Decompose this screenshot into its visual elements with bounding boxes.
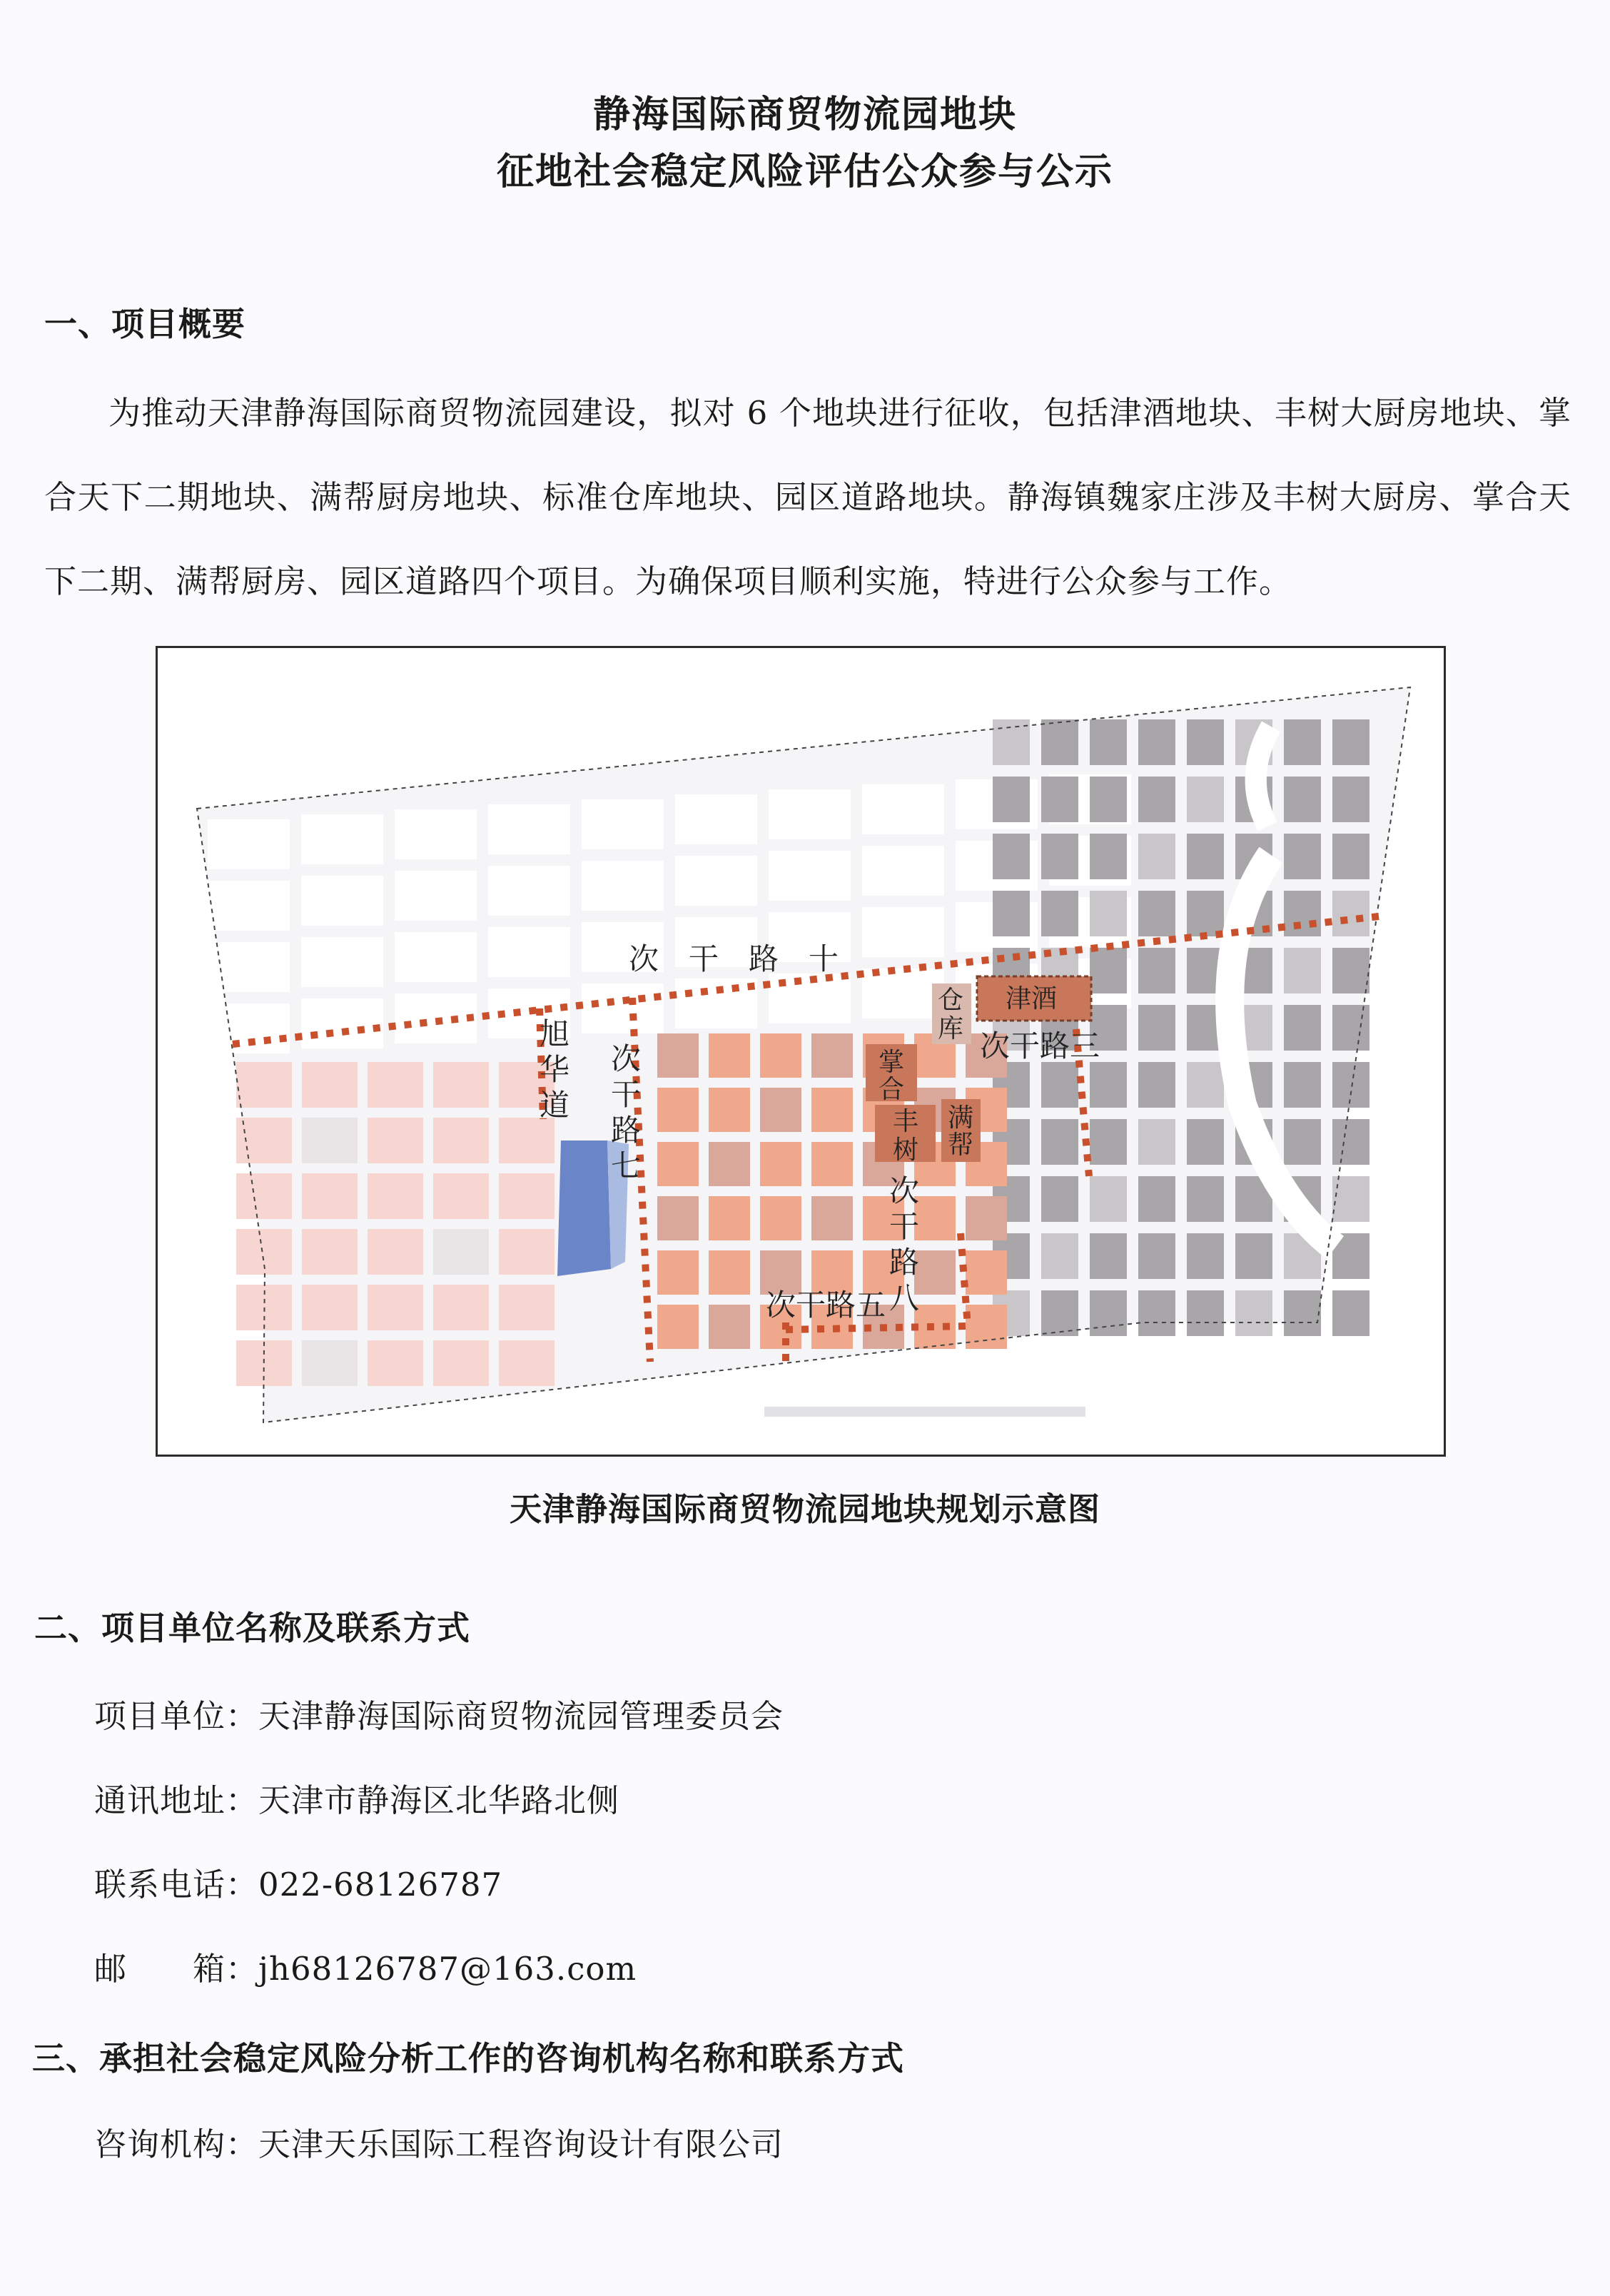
contact-label: 通讯地址： bbox=[94, 1781, 259, 1819]
pink-block bbox=[368, 1118, 423, 1163]
planning-map bbox=[156, 646, 1446, 1457]
road8-label-char: 干 bbox=[889, 1209, 920, 1244]
grey-block bbox=[1090, 1119, 1127, 1165]
grey-block bbox=[1187, 1062, 1224, 1108]
grey-block bbox=[1187, 834, 1224, 879]
white-block bbox=[675, 856, 757, 906]
grey-block bbox=[993, 777, 1030, 822]
grey-block bbox=[1332, 1176, 1369, 1222]
contact-value: 天津静海国际商贸物流园管理委员会 bbox=[258, 1697, 784, 1735]
cangku-label-char: 库 bbox=[938, 1014, 964, 1043]
contact-row bbox=[94, 1690, 784, 1736]
road-8-label bbox=[889, 1173, 919, 1315]
grey-block bbox=[1332, 1290, 1369, 1336]
contact-row bbox=[94, 1774, 619, 1821]
xuhua-road-label bbox=[540, 1016, 569, 1123]
pink-block bbox=[368, 1340, 423, 1386]
orange-block bbox=[966, 1250, 1007, 1295]
contact-label: 联系电话： bbox=[94, 1866, 259, 1903]
contact-row bbox=[94, 1858, 502, 1905]
pink-block bbox=[499, 1340, 555, 1386]
grey-block bbox=[1041, 1119, 1078, 1165]
pink-block bbox=[433, 1173, 489, 1219]
grey-block bbox=[1090, 834, 1127, 879]
contact-value: jh68126787@163.com bbox=[258, 1950, 637, 1988]
pink-block bbox=[499, 1285, 555, 1330]
grey-block bbox=[1284, 1005, 1321, 1051]
section1-paragraph: 为推动天津静海国际商贸物流园建设，拟对 6 个地块进行征收，包括津酒地块、丰树大厨房地块、掌合天下二期地块、满帮厨房地块、标准仓库地块、园区道路地块。静海镇魏家庄涉及丰树大厨房、掌合天下二期、满帮厨房、园区道路四个项目。为确保项目顺利实施，特进行公众参与工作。 bbox=[44, 394, 1571, 600]
grey-block bbox=[1187, 1176, 1224, 1222]
pink-block bbox=[236, 1118, 292, 1163]
orange-block bbox=[709, 1142, 750, 1186]
grey-block bbox=[1041, 1176, 1078, 1222]
white-block bbox=[488, 804, 570, 854]
grey-block bbox=[1284, 1290, 1321, 1336]
pink-block bbox=[433, 1340, 489, 1386]
orange-block bbox=[811, 1033, 853, 1078]
orange-block bbox=[966, 1305, 1007, 1349]
manbang-label-char: 满 bbox=[948, 1103, 974, 1133]
grey-block bbox=[1332, 891, 1369, 936]
road-10-label: 次 干 路 十 bbox=[629, 941, 839, 976]
pink-block bbox=[368, 1229, 423, 1275]
orange-block bbox=[811, 1142, 853, 1186]
fengshu-label-char: 树 bbox=[893, 1136, 919, 1165]
grey-block bbox=[1138, 948, 1175, 993]
orange-block bbox=[657, 1250, 699, 1295]
manbang-label-char: 帮 bbox=[948, 1131, 974, 1160]
pink-block bbox=[368, 1062, 423, 1108]
road-7-label bbox=[611, 1041, 641, 1183]
white-block bbox=[208, 819, 290, 869]
contact-value: 022-68126787 bbox=[258, 1866, 503, 1903]
plot-cangku-label bbox=[938, 986, 963, 1043]
grey-block bbox=[1284, 1119, 1321, 1165]
orange-block bbox=[966, 1196, 1007, 1240]
section2-heading: 二、项目单位名称及联系方式 bbox=[34, 1609, 470, 1647]
plot-zhanghe-label bbox=[879, 1048, 904, 1104]
white-block bbox=[862, 907, 944, 957]
white-block bbox=[395, 871, 477, 921]
grey-block bbox=[1138, 1062, 1175, 1108]
grey-block bbox=[1332, 948, 1369, 993]
road7-label-char: 七 bbox=[611, 1148, 642, 1183]
white-block bbox=[675, 794, 757, 844]
road8-label-char: 八 bbox=[889, 1280, 920, 1315]
grey-block bbox=[1041, 1290, 1078, 1336]
grey-block bbox=[1090, 1062, 1127, 1108]
grey-block bbox=[1235, 1233, 1272, 1279]
white-block bbox=[675, 978, 757, 1028]
pink-block bbox=[302, 1285, 358, 1330]
page-title-line1: 静海国际商贸物流园地块 bbox=[592, 93, 1017, 136]
grey-block bbox=[1332, 1062, 1369, 1108]
grey-block bbox=[1090, 719, 1127, 765]
contact-row bbox=[94, 1943, 637, 1989]
grey-block bbox=[1090, 1176, 1127, 1222]
grey-block bbox=[1090, 891, 1127, 936]
grey-block bbox=[1138, 1005, 1175, 1051]
grey-block bbox=[1138, 834, 1175, 879]
grey-block bbox=[1187, 891, 1224, 936]
grey-block bbox=[1138, 1119, 1175, 1165]
white-block bbox=[769, 851, 851, 901]
cangku-label-char: 仓 bbox=[938, 986, 964, 1015]
pink-block bbox=[499, 1229, 555, 1275]
grey-block bbox=[1187, 1233, 1224, 1279]
grey-block bbox=[1332, 777, 1369, 822]
consultant-value: 天津天乐国际工程咨询设计有限公司 bbox=[258, 2125, 784, 2163]
white-block bbox=[488, 866, 570, 916]
pink-block bbox=[433, 1118, 489, 1163]
orange-block bbox=[657, 1196, 699, 1240]
plot-jinjiu-label: 津酒 bbox=[1006, 984, 1058, 1013]
white-block bbox=[582, 861, 664, 911]
white-block bbox=[488, 927, 570, 977]
orange-block bbox=[709, 1088, 750, 1132]
pink-block bbox=[499, 1173, 555, 1219]
grey-block bbox=[1235, 1290, 1272, 1336]
white-block bbox=[208, 942, 290, 992]
pink-block bbox=[433, 1285, 489, 1330]
orange-block bbox=[657, 1033, 699, 1078]
pink-block bbox=[368, 1285, 423, 1330]
grey-block bbox=[1138, 719, 1175, 765]
white-block bbox=[301, 937, 383, 987]
white-block bbox=[301, 876, 383, 926]
grey-block bbox=[1187, 719, 1224, 765]
white-block bbox=[862, 846, 944, 896]
grey-block bbox=[1041, 719, 1078, 765]
pink-block bbox=[302, 1229, 358, 1275]
orange-block bbox=[709, 1033, 750, 1078]
grey-block bbox=[1090, 777, 1127, 822]
road-5-label: 次干路五 bbox=[766, 1288, 886, 1323]
pink-block bbox=[236, 1062, 292, 1108]
orange-block bbox=[657, 1142, 699, 1186]
zhanghe-label-char: 掌 bbox=[879, 1048, 905, 1077]
white-block bbox=[582, 799, 664, 849]
grey-block bbox=[1138, 1233, 1175, 1279]
orange-block bbox=[657, 1305, 699, 1349]
road8-label-char: 次 bbox=[889, 1173, 920, 1208]
orange-block bbox=[760, 1196, 801, 1240]
orange-block bbox=[709, 1196, 750, 1240]
orange-block bbox=[760, 1088, 801, 1132]
plot-manbang-label bbox=[948, 1103, 973, 1160]
section1-heading: 一、项目概要 bbox=[44, 305, 245, 343]
pink-block bbox=[302, 1118, 358, 1163]
grey-block bbox=[1284, 834, 1321, 879]
contact-label: 项目单位： bbox=[94, 1697, 259, 1735]
road7-label-char: 干 bbox=[611, 1077, 642, 1112]
grey-block bbox=[1138, 777, 1175, 822]
orange-block bbox=[709, 1305, 750, 1349]
road8-label-char: 路 bbox=[889, 1245, 920, 1280]
grey-block bbox=[1187, 777, 1224, 822]
section3-heading: 三、承担社会稳定风险分析工作的咨询机构名称和联系方式 bbox=[32, 2039, 904, 2078]
grey-block bbox=[1187, 1119, 1224, 1165]
grey-block bbox=[1284, 1062, 1321, 1108]
consultant-label: 咨询机构： bbox=[94, 2125, 259, 2163]
grey-block bbox=[1284, 719, 1321, 765]
consultant-row bbox=[94, 2118, 784, 2165]
white-block bbox=[301, 814, 383, 864]
orange-block bbox=[709, 1250, 750, 1295]
grey-block bbox=[1138, 1290, 1175, 1336]
orange-block bbox=[914, 1250, 956, 1295]
grey-block bbox=[1332, 1005, 1369, 1051]
road7-label-char: 路 bbox=[611, 1113, 642, 1148]
plot-fengshu-label bbox=[893, 1107, 918, 1165]
pink-block bbox=[433, 1229, 489, 1275]
grey-block bbox=[1284, 948, 1321, 993]
orange-block bbox=[811, 1088, 853, 1132]
white-block bbox=[582, 983, 664, 1033]
map-caption: 天津静海国际商贸物流园地块规划示意图 bbox=[509, 1490, 1100, 1528]
grey-block bbox=[1041, 1233, 1078, 1279]
road-3-label: 次干路三 bbox=[980, 1028, 1100, 1063]
white-block bbox=[395, 809, 477, 859]
orange-block bbox=[657, 1088, 699, 1132]
grey-block bbox=[1332, 834, 1369, 879]
white-block bbox=[769, 789, 851, 839]
planning-map-graphic bbox=[158, 648, 1444, 1455]
grey-block bbox=[1187, 1290, 1224, 1336]
xuhua-label-char: 华 bbox=[540, 1052, 570, 1087]
grey-block bbox=[1041, 834, 1078, 879]
grey-block bbox=[1041, 777, 1078, 822]
orange-block bbox=[760, 1033, 801, 1078]
pink-block bbox=[302, 1062, 358, 1108]
orange-block bbox=[914, 1196, 956, 1240]
contact-value: 天津市静海区北华路北侧 bbox=[258, 1781, 620, 1819]
page-title-line2: 征地社会稳定风险评估公众参与公示 bbox=[496, 151, 1113, 193]
contact-label: 邮 箱： bbox=[94, 1950, 259, 1988]
grey-block bbox=[1041, 1062, 1078, 1108]
grey-block bbox=[1090, 948, 1127, 993]
grey-block bbox=[1284, 891, 1321, 936]
pink-block bbox=[499, 1118, 555, 1163]
water-body bbox=[557, 1141, 611, 1276]
white-block bbox=[395, 932, 477, 982]
orange-block bbox=[811, 1196, 853, 1240]
grey-block bbox=[1090, 1233, 1127, 1279]
grey-block bbox=[993, 891, 1030, 936]
pink-block bbox=[302, 1340, 358, 1386]
xuhua-label-char: 道 bbox=[540, 1088, 570, 1123]
grey-block bbox=[1090, 1290, 1127, 1336]
grey-block bbox=[1332, 1119, 1369, 1165]
white-block bbox=[862, 784, 944, 834]
zhanghe-label-char: 合 bbox=[879, 1075, 905, 1104]
grey-block bbox=[993, 834, 1030, 879]
grey-block bbox=[1138, 1176, 1175, 1222]
pink-block bbox=[368, 1173, 423, 1219]
pink-block bbox=[433, 1062, 489, 1108]
grey-block bbox=[1284, 777, 1321, 822]
white-block bbox=[301, 998, 383, 1048]
grey-block bbox=[1041, 891, 1078, 936]
pink-block bbox=[236, 1173, 292, 1219]
grey-block bbox=[1332, 719, 1369, 765]
fengshu-label-char: 丰 bbox=[893, 1107, 919, 1136]
white-block bbox=[208, 881, 290, 931]
xuhua-label-char: 旭 bbox=[540, 1016, 570, 1051]
grey-block bbox=[1138, 891, 1175, 936]
road7-label-char: 次 bbox=[611, 1041, 642, 1076]
orange-block bbox=[760, 1142, 801, 1186]
pink-block bbox=[302, 1173, 358, 1219]
